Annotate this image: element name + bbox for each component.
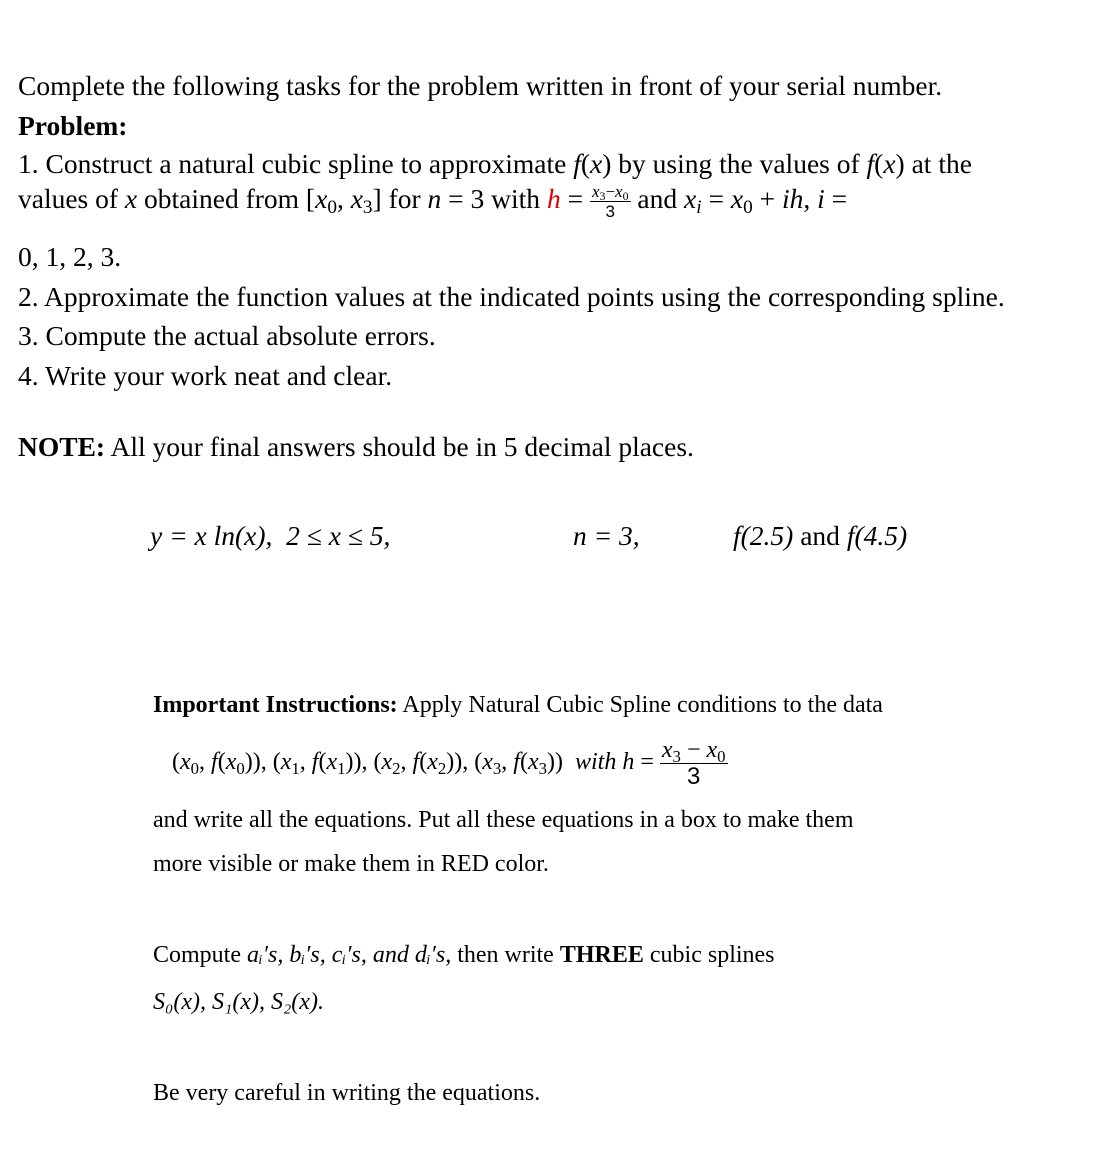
task-1-indices: 0, 1, 2, 3. [18, 241, 122, 272]
caution-text: Be very careful in writing the equations. [153, 1080, 541, 1106]
compute-line-1: Compute aᵢ′s, bᵢ′s, cᵢ′s, and dᵢ′s, then write THREE cubic splines [153, 942, 775, 968]
task-4: 4. Write your work neat and clear. [18, 360, 393, 391]
problem-eval-points: f(2.5) and f(4.5) [733, 520, 908, 551]
instructions-line-1: Important Instructions: Apply Natural Cubic Spline conditions to the data [153, 692, 883, 718]
problem-n-value: n = 3, [573, 520, 640, 551]
task-1-line-2: values of x obtained from [x0, x3] for n = 3 with h = $\frac{x3-x0}{3}$ and xi = x0 + ih, i = [18, 182, 848, 221]
problem-function: y = x ln(x), 2 ≤ x ≤ 5, [150, 520, 391, 551]
intro-text: Complete the following tasks for the problem written in front of your serial number. [18, 70, 943, 101]
h-fraction: $\frac{x3-x0}{3}$ [591, 182, 629, 221]
h-fraction-2: $\frac{x3 - x0}{3}$ [661, 737, 726, 790]
task-1-line-1: 1. Construct a natural cubic spline to approximate f(x) by using the values of f(x) at the [18, 148, 972, 179]
data-points-equation: (x0, f(x0)), (x1, f(x1)), (x2, f(x2)), (x3, f(x3)) with h = $\frac{x3 - x0}{3}$ [172, 737, 726, 790]
task-2: 2. Approximate the function values at the indicated points using the corresponding spline. [18, 281, 1005, 312]
instructions-line-2: and write all the equations. Put all these equations in a box to make them [153, 807, 854, 833]
note: NOTE: All your final answers should be in 5 decimal places. [18, 431, 694, 462]
task-3: 3. Compute the actual absolute errors. [18, 320, 436, 351]
compute-splines: S₀(x), S₁(x), S₂(x). [153, 989, 324, 1015]
instructions-line-3: more visible or make them in RED color. [153, 851, 549, 877]
problem-label: Problem: [18, 110, 128, 141]
